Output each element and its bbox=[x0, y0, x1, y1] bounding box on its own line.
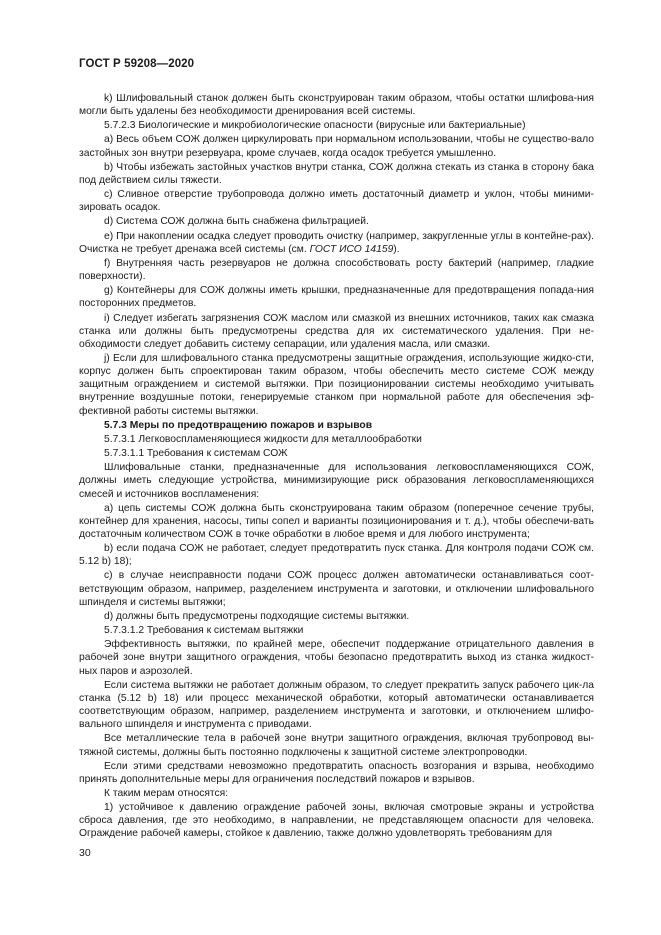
paragraph: j) Если для шлифовального станка предусмотрены защитные ограждения, использующие жидко-сти, корпус должен быть спроектирован таким образом, чтобы обеспечить место системе СОЖ между защитным ограждением и системой вытяжки. При позиционировании системы необходимо учитывать внутренние воздушные потоки, генерируемые станком при нормальной работе для обеспечения эф-фективной работы системы вытяжки. bbox=[79, 352, 594, 417]
paragraph: i) Следует избегать загрязнения СОЖ маслом или смазкой из внешних источников, таких как смазка станка или должны быть предусмотрены средства для их систематического удаления. При не-обходимости следует добавить систему сепарации, или удаления масла, или смазки. bbox=[79, 312, 594, 350]
paragraph: a) цепь системы СОЖ должна быть сконструирована таким образом (поперечное сечение трубы, контейнер для хранения, насосы, типы сопел и варианты позиционирования и т. д.), чтобы обеспечи-вать достаточным количеством СОЖ в точке обработки в любое время и для любого инструмента; bbox=[79, 502, 594, 540]
section-heading: 5.7.3 Меры по предотвращению пожаров и взрывов bbox=[104, 419, 373, 431]
paragraph: f) Внутренняя часть резервуаров не должна способствовать росту бактерий (например, гладкие поверхности). bbox=[79, 257, 594, 283]
paragraph: 5.7.3.1 Легковоспламеняющиеся жидкости для металлообработки bbox=[104, 433, 422, 445]
paragraph: 1) устойчивое к давлению ограждение рабочей зоны, включая смотровые экраны и устройства сброса давления, где это необходимо, в направлении, не представляющем опасности для человека. Ограждение рабочей камеры, стойкое к давлению, также должно удовлетворять требованиям для bbox=[79, 802, 594, 840]
paragraph: b) если подача СОЖ не работает, следует предотвратить пуск станка. Для контроля подачи СОЖ см. 5.12 b) 18); bbox=[79, 543, 594, 568]
standard-header: ГОСТ Р 59208—2020 bbox=[79, 58, 195, 70]
paragraph: k) Шлифовальный станок должен быть сконструирован таким образом, чтобы остатки шлифова-ния могли быть удалены без необходимости дренирования всей системы. bbox=[79, 93, 594, 118]
document-body bbox=[79, 92, 594, 842]
paragraph: d) Система СОЖ должна быть снабжена фильтрацией. bbox=[104, 216, 369, 228]
paragraph: 5.7.3.1.1 Требования к системам СОЖ bbox=[104, 448, 288, 460]
paragraph: Все металлические тела в рабочей зоне внутри защитного ограждения, включая трубопровод вы-тяжной системы, должны быть постоянно подключены к защитной системе электропроводки. bbox=[79, 733, 594, 758]
paragraph: Эффективность вытяжки, по крайней мере, обеспечит поддержание отрицательного давления в рабочей зоне внутри защитного ограждения, чтобы безопасно предотвратить выход из станка жидкост-ных паров и аэрозолей. bbox=[79, 639, 594, 677]
paragraph: b) Чтобы избежать застойных участков внутри станка, СОЖ должна стекать из станка в сторону бака под действием силы тяжести. bbox=[79, 161, 594, 186]
standard-reference: ГОСТ ИСО 14159 bbox=[309, 243, 394, 255]
paragraph: c) в случае неисправности подачи СОЖ процесс должен автоматически останавливаться соот-ветствующим образом, например, разделением инструмента и заготовки, и отключении шлифовального шпинделя и системы вытяжки; bbox=[79, 570, 594, 608]
paragraph: e) При накоплении осадка следует проводить очистку (например, закругленные углы в контейне-рах). Очистка не требует дренажа всей системы (см. ГОСТ ИСО 14159). bbox=[79, 230, 594, 255]
paragraph: c) Сливное отверстие трубопровода должно иметь достаточный диаметр и уклон, чтобы миними-зировать осадок. bbox=[79, 189, 594, 214]
page-number: 30 bbox=[79, 847, 91, 859]
paragraph: Если этими средствами невозможно предотвратить опасность возгорания и взрыва, необходимо принять дополнительные меры для ограничения последствий пожаров и взрывов. bbox=[79, 760, 594, 785]
paragraph: 5.7.3.1.2 Требования к системам вытяжки bbox=[104, 625, 304, 637]
paragraph: a) Весь объем СОЖ должен циркулировать при нормальном использовании, чтобы не существо-вало застойных зон внутри резервуара, кроме случаев, когда осадок требуется умышленно. bbox=[79, 134, 594, 159]
paragraph: g) Контейнеры для СОЖ должны иметь крышки, предназначенные для предотвращения попада-ния посторонних предметов. bbox=[79, 285, 594, 310]
paragraph: Шлифовальные станки, предназначенные для использования легковоспламеняющихся СОЖ, должны иметь следующие устройства, минимизирующие риск образования легковоспламеняющихся смесей и источников воспламенения: bbox=[79, 462, 594, 500]
paragraph: d) должны быть предусмотрены подходящие системы вытяжки. bbox=[104, 610, 410, 622]
paragraph: 5.7.2.3 Биологические и микробиологические опасности (вирусные или бактериальные) bbox=[104, 120, 526, 132]
paragraph: К таким мерам относятся: bbox=[104, 787, 229, 799]
paragraph: Если система вытяжки не работает должным образом, то следует прекратить запуск рабочего цик-ла станка (5.12 b) 18) или процесс механической обработки, который автоматически останавливается соответствующим образом, например, разделением инструмента и заготовки, и отключением шлифо-вального шпинделя и инструмента с приводами. bbox=[79, 679, 594, 731]
